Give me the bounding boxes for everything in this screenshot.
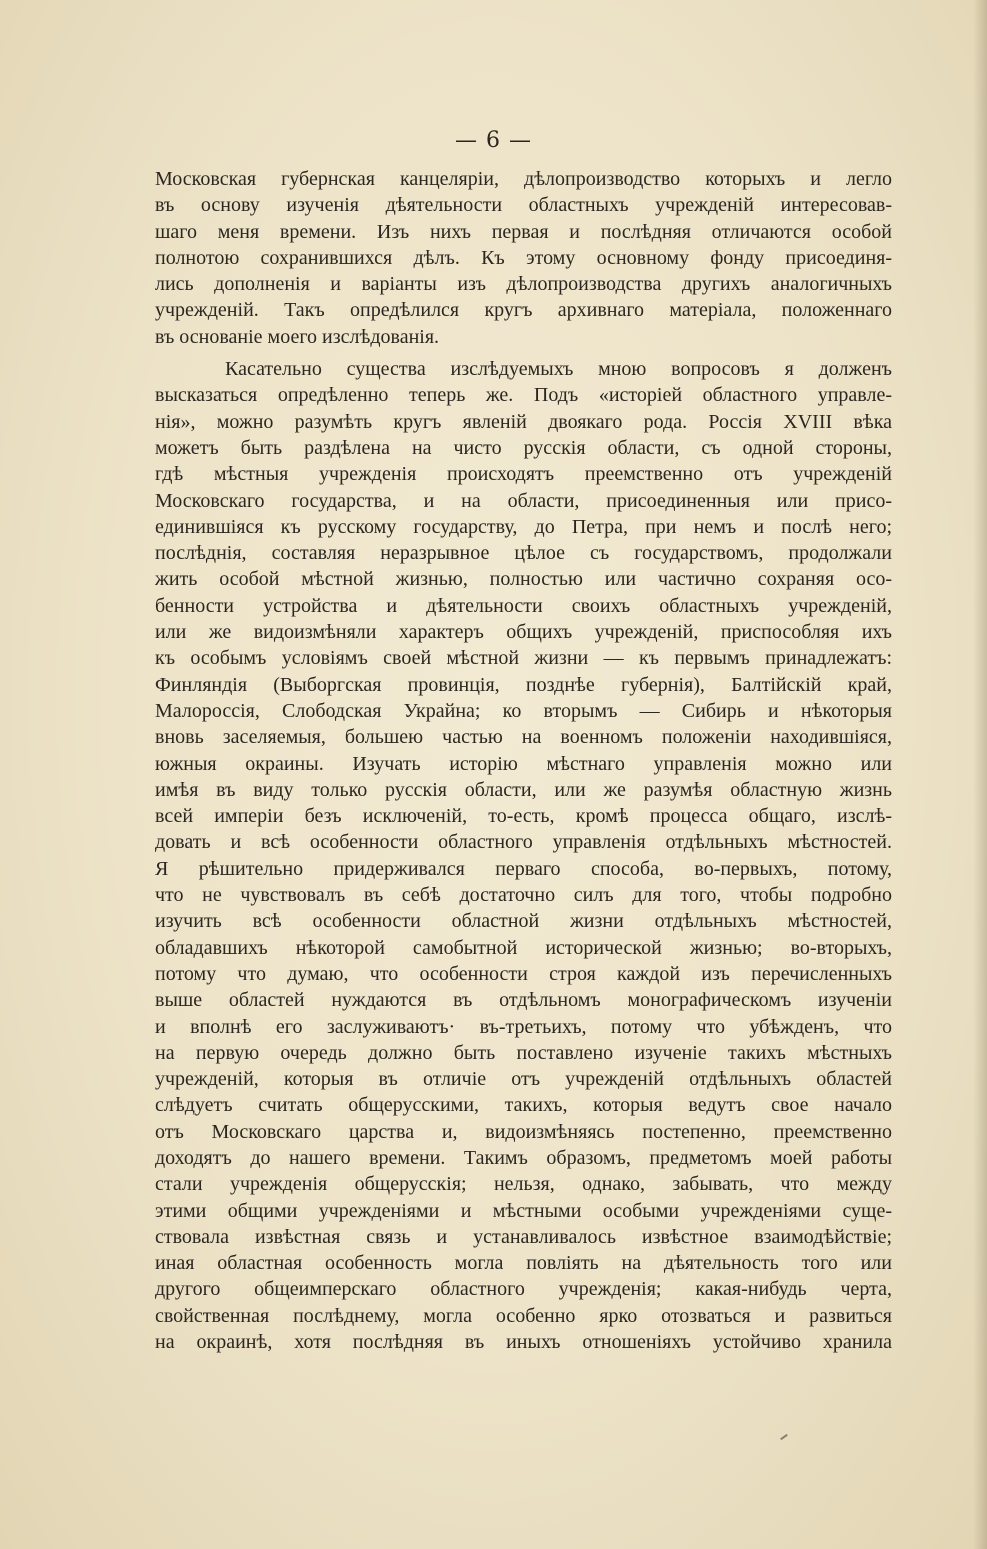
text-line: шаго меня времени. Изъ нихъ первая и послѣдняя отличаются особой [155, 220, 892, 243]
paragraph-2 [155, 356, 892, 1355]
text-line: учрежденiй, которыя въ отличiе отъ учрежденiй отдѣльныхъ областей [155, 1068, 892, 1091]
text-line: южныя окраины. Изучать исторiю мѣстнаго управленiя можно или [155, 752, 892, 775]
text-line: Я рѣшительно придерживался перваго способа, во-первыхъ, потому, [155, 857, 892, 880]
text-line: полнотою сохранившихся дѣлъ. Къ этому основному фонду присоединя- [155, 246, 892, 269]
text-line: и вполнѣ его заслуживаютъ· въ-третьихъ, потому что убѣжденъ, что [155, 1015, 892, 1038]
text-line: доходятъ до нашего времени. Такимъ образомъ, предметомъ моей работы [155, 1146, 892, 1169]
text-line: можетъ быть раздѣлена на чисто русскiя области, съ одной стороны, [155, 436, 892, 459]
pencil-mark [780, 1434, 788, 1440]
text-line: жить особой мѣстной жизнью, полностью или частично сохраняя осо- [155, 568, 892, 591]
text-line: высказаться опредѣленно теперь же. Подъ «исторiей областного управле- [155, 384, 892, 407]
text-line: ствовала извѣстная связь и устанавливалось извѣстное взаимодѣйствiе; [155, 1225, 892, 1248]
text-line: потому что думаю, что особенности строя каждой изъ перечисленныхъ [155, 962, 892, 985]
text-line: довать и всѣ особенности областного управленiя отдѣльныхъ мѣстностей. [155, 831, 892, 854]
text-line: Касательно существа изслѣдуемыхъ мною вопросовъ я долженъ [225, 358, 892, 381]
text-line: въ основу изученiя дѣятельности областныхъ учрежденiй интересовав- [155, 194, 892, 217]
text-line: гдѣ мѣстныя учрежденiя происходятъ преемственно отъ учрежденiй [155, 463, 892, 486]
text-line: на окраинѣ, хотя послѣдняя въ иныхъ отношенiяхъ устойчиво хранила [155, 1331, 892, 1354]
text-line: свойственная послѣднему, могла особенно ярко отозваться и развиться [155, 1304, 892, 1327]
text-line: этими общими учрежденiями и мѣстными особыми учрежденiями суще- [155, 1199, 892, 1222]
text-line: иная областная особенность могла повлiять на дѣятельность того или [155, 1252, 892, 1275]
text-line: обладавшихъ нѣкоторой самобытной исторической жизнью; во-вторыхъ, [155, 936, 892, 959]
text-line: въ основанiе моего изслѣдованiя. [155, 325, 440, 348]
text-line: учрежденiй. Такъ опредѣлился кругъ архивнаго матерiала, положеннаго [155, 299, 892, 322]
text-line: вновь заселяемыя, большею частью на военномъ положенiи находившiяся, [155, 726, 892, 749]
text-line: выше областей нуждаются въ отдѣльномъ монографическомъ изученiи [155, 989, 892, 1012]
text-line: Московская губернская канцелярiи, дѣлопроизводство которыхъ и легло [155, 168, 892, 190]
text-line: единившiяся къ русскому государству, до Петра, при немъ и послѣ него; [155, 515, 892, 538]
text-line: Малороссiя, Слободская Украйна; ко вторымъ — Сибирь и нѣкоторыя [155, 699, 892, 722]
text-line: стали учрежденiя общерусскiя; нельзя, однако, забывать, что между [155, 1173, 892, 1196]
text-line: лись дополненiя и варiанты изъ дѣлопроизводства другихъ аналогичныхъ [155, 273, 892, 296]
text-line: слѣдуетъ считать общерусскими, такихъ, которыя ведутъ свое начало [155, 1094, 892, 1117]
text-line: что не чувствовалъ въ себѣ достаточно силъ для того, чтобы подробно [155, 884, 892, 907]
page-edge-shadow [973, 0, 987, 1549]
text-line: Московскаго государства, и на области, присоединенныя или присо- [155, 489, 892, 512]
paragraph-1 [155, 166, 892, 350]
page-number: — 6 — [455, 128, 532, 153]
text-line: нiя», можно разумѣть кругъ явленiй двоякаго рода. Россiя XVIII вѣка [155, 410, 892, 433]
text-line: отъ Московскаго царства и, видоизмѣняясь постепенно, преемственно [155, 1120, 892, 1143]
text-line: послѣднiя, составляя неразрывное цѣлое съ государствомъ, продолжали [155, 542, 892, 565]
text-line: имѣя въ виду только русскiя области, или же разумѣя областную жизнь [155, 778, 892, 801]
text-line: изучить всѣ особенности областной жизни отдѣльныхъ мѣстностей, [155, 910, 892, 933]
text-line: или же видоизмѣняли характеръ общихъ учрежденiй, приспособляя ихъ [155, 621, 892, 644]
text-line: Финляндiя (Выборгская провинцiя, позднѣе губернiя), Балтiйскiй край, [155, 673, 892, 696]
body-text [155, 166, 892, 1355]
text-line: другого общеимперскаго областного учрежденiя; какая-нибудь черта, [155, 1278, 892, 1301]
text-line: всей имперiи безъ исключенiй, то-есть, кромѣ процесса общаго, изслѣ- [155, 805, 892, 828]
text-line: къ особымъ условiямъ своей мѣстной жизни — къ первымъ принадлежатъ: [155, 647, 892, 670]
text-line: бенности устройства и дѣятельности своихъ областныхъ учрежденiй, [155, 594, 892, 617]
text-line: на первую очередь должно быть поставлено изученiе такихъ мѣстныхъ [155, 1041, 892, 1064]
